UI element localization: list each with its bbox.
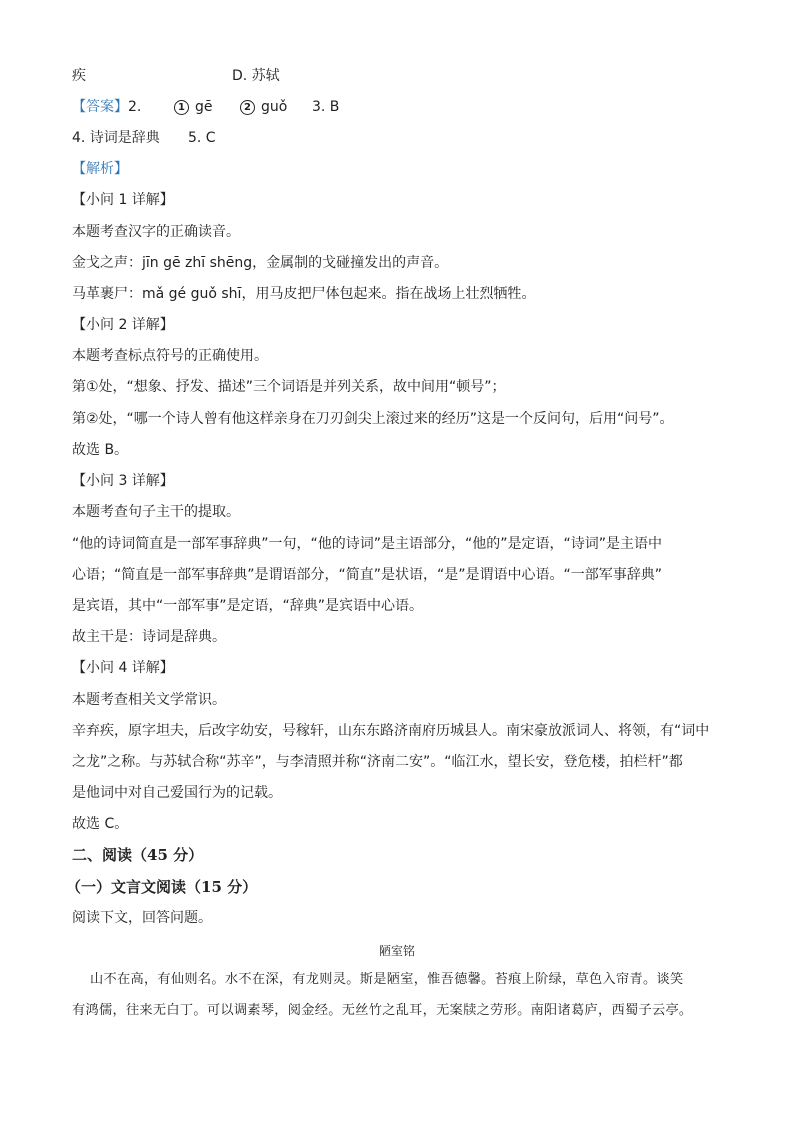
q4-paragraph-2: 辛弃疾，原字坦夫，后改字幼安，号稼轩，山东东路济南府历城县人。南宋豪放派词人、将领，有“词中	[72, 723, 710, 739]
classical-title: 陋室铭	[378, 944, 415, 958]
classical-line-1: 山不在高，有仙则名。水不在深，有龙则灵。斯是陋室，惟吾德馨。苔痕上阶绿，草色入帘青。谈笑	[90, 972, 684, 987]
q2-paragraph-3: 第②处，“哪一个诗人曾有他这样亲身在刀刃剑尖上滚过来的经历”这是一个反问句，后用“问号”。	[72, 411, 674, 427]
analysis-tag: 【解析】	[72, 161, 128, 177]
circle-number-1: 1	[174, 100, 189, 115]
q1-paragraph-1: 本题考查汉字的正确读音。	[72, 224, 240, 240]
q1-paragraph-2: 金戈之声：jīn gē zhī shēng，金属制的戈碰撞发出的声音。	[72, 255, 449, 271]
subsection-heading: （一）文言文阅读（15 分）	[66, 878, 258, 896]
reading-instruction: 阅读下文，回答问题。	[72, 910, 212, 926]
q3-paragraph-5: 故主干是：诗词是辞典。	[72, 629, 226, 645]
answer-2b: guǒ	[261, 99, 288, 115]
q3-paragraph-1: 本题考查句子主干的提取。	[72, 504, 240, 520]
q4-paragraph-4: 是他词中对自己爱国行为的记载。	[72, 785, 282, 801]
answer-row-2	[72, 128, 722, 148]
answer-3: 3. B	[312, 99, 340, 115]
answer-tag: 【答案】	[72, 99, 128, 115]
answer-4: 4. 诗词是辞典	[72, 130, 160, 146]
answer-5: 5. C	[188, 130, 216, 146]
q2-heading: 【小问 2 详解】	[72, 317, 174, 333]
q3-heading: 【小问 3 详解】	[72, 473, 174, 489]
q4-paragraph-3: 之龙”之称。与苏轼合称“苏辛”，与李清照并称“济南二安”。“临江水，望长安，登危楼，拍栏杆”都	[72, 754, 683, 770]
q4-heading: 【小问 4 详解】	[72, 660, 174, 676]
q4-paragraph-5: 故选 C。	[72, 816, 129, 832]
option-row	[72, 66, 722, 86]
classical-line-2: 有鸿儒，往来无白丁。可以调素琴，阅金经。无丝竹之乱耳，无案牍之劳形。南阳诸葛庐，西蜀子云亭。	[72, 1003, 693, 1018]
option-c-tail: 疾	[72, 68, 86, 84]
q3-paragraph-4: 是宾语，其中“一部军事”是定语，“辞典”是宾语中心语。	[72, 598, 424, 614]
q3-paragraph-2: “他的诗词简直是一部军事辞典”一句，“他的诗词”是主语部分，“他的”是定语，“诗词”是主语中	[72, 536, 663, 552]
q2-paragraph-2: 第①处，“想象、抒发、描述”三个词语是并列关系，故中间用“顿号”；	[72, 379, 506, 395]
q1-paragraph-3: 马革裹尸：mǎ gé guǒ shī，用马皮把尸体包起来。指在战场上壮烈牺牲。	[72, 286, 536, 302]
option-d: D. 苏轼	[232, 68, 280, 84]
q3-paragraph-3: 心语；“简直是一部军事辞典”是谓语部分，“简直”是状语，“是”是谓语中心语。“一部军事辞典”	[72, 567, 663, 583]
circle-number-2: 2	[240, 100, 255, 115]
q1-heading: 【小问 1 详解】	[72, 192, 174, 208]
answer-2: 2.	[128, 99, 142, 115]
section-heading: 二、阅读（45 分）	[72, 846, 204, 864]
q2-paragraph-1: 本题考查标点符号的正确使用。	[72, 348, 268, 364]
answer-2a: gē	[195, 99, 213, 115]
q4-paragraph-1: 本题考查相关文学常识。	[72, 692, 226, 708]
q2-paragraph-4: 故选 B。	[72, 442, 129, 458]
answer-row	[72, 97, 722, 117]
